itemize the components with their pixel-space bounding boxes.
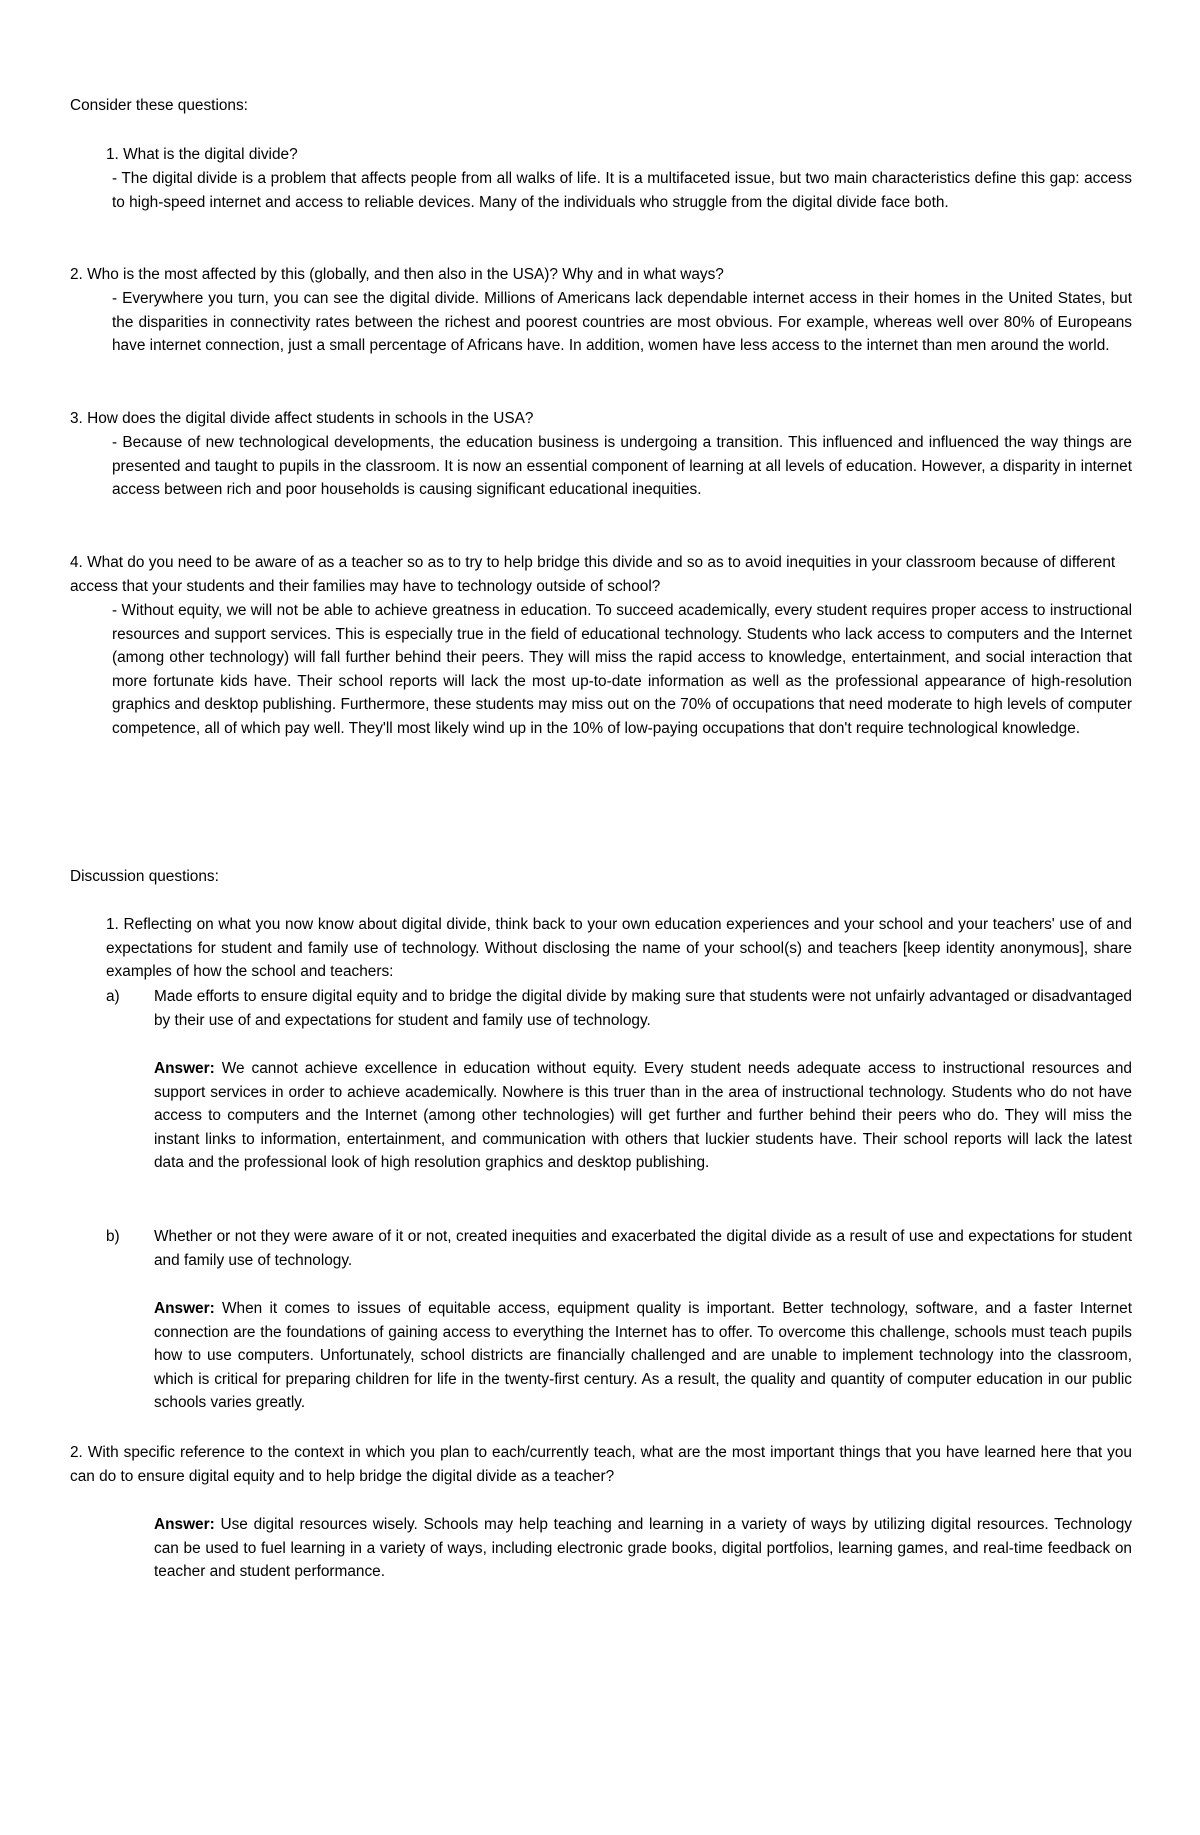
discussion-q2-answer [154, 1513, 1132, 1584]
discussion-q2-question: 2. With specific reference to the context in which you plan to each/currently teach, what are the most important things that you have learned here that you can do to ensure digital equity and to help bridge the digital divide as a teacher? [70, 1444, 1132, 1485]
consider-q3-question: 3. How does the digital divide affect students in schools in the USA? [70, 410, 534, 427]
answer-text: When it comes to issues of equitable access, equipment quality is important. Better technology, software, and a faster Internet connection are the foundations of gaining access to everything the Internet has to offer. To overcome this challenge, schools must teach pupils how to use computers. Unfortunately, school districts are financially challenged and are unable to implement technology into the classroom, which is critical for preparing children for life in the twenty-first century. As a result, the quality and quantity of computer education in our public schools varies greatly. [154, 1300, 1132, 1411]
discussion-q1-b-answer [154, 1297, 1132, 1415]
consider-q4-answer: - Without equity, we will not be able to achieve greatness in education. To succeed academically, every student requires proper access to instructional resources and support services. This is especially true in the field of educational technology. Students who lack access to computers and the Internet (among other technology) will fall further behind their peers. They will miss the rapid access to knowledge, entertainment, and social interaction that more fortunate kids have. Their school reports will lack the most up-to-date information as well as the professional appearance of high-resolution graphics and desktop publishing. Furthermore, these students may miss out on the 70% of occupations that need moderate to high levels of computer competence, all of which pay well. They'll most likely wind up in the 10% of low-paying occupations that don't require technological knowledge. [112, 602, 1132, 737]
answer-text: We cannot achieve excellence in education without equity. Every student needs adequate access to instructional resources and support services in order to achieve academically. Nowhere is this truer than in the area of instructional technology. Students who do not have access to computers and the Internet (among other technologies) will get further and further behind their peers who do. They will miss the instant links to information, entertainment, and communication with others that luckier students have. Their school reports will lack the latest data and the professional look of high resolution graphics and desktop publishing. [154, 1060, 1132, 1171]
consider-q4-question: 4. What do you need to be aware of as a teacher so as to try to help bridge this divide and so as to avoid inequities in your classroom because of different access that your students and their families may have to technology outside of school? [70, 554, 1116, 595]
consider-q2-question: 2. Who is the most affected by this (globally, and then also in the USA)? Why and in what ways? [70, 266, 724, 283]
consider-q2-answer: - Everywhere you turn, you can see the digital divide. Millions of Americans lack dependable internet access in their homes in the United States, but the disparities in connectivity rates between the richest and poorest countries are most obvious. For example, whereas well over 80% of Europeans have internet connection, just a small percentage of Africans have. In addition, women have less access to the internet than men around the world. [112, 290, 1132, 354]
discussion-q1-b-text: Whether or not they were aware of it or not, created inequities and exacerbated the digital divide as a result of use and expectations for student and family use of technology. [154, 1228, 1132, 1269]
consider-q1-question: 1. What is the digital divide? [106, 146, 298, 163]
discussion-q1-a-label: a) [106, 988, 120, 1005]
answer-text: Use digital resources wisely. Schools may help teaching and learning in a variety of ways by utilizing digital resources. Technology can be used to fuel learning in a variety of ways, including electronic grade books, digital portfolios, learning games, and real-time feedback on teacher and student performance. [154, 1516, 1132, 1580]
answer-label: Answer: [154, 1300, 215, 1317]
consider-heading: Consider these questions: [70, 97, 248, 114]
discussion-q1-a-text: Made efforts to ensure digital equity and to bridge the digital divide by making sure that students were not unfairly advantaged or disadvantaged by their use of and expectations for student and family use of technology. [154, 988, 1132, 1029]
consider-q3-answer: - Because of new technological developments, the education business is undergoing a transition. This influenced and influenced the way things are presented and taught to pupils in the classroom. It is now an essential component of learning at all levels of education. However, a disparity in internet access between rich and poor households is causing significant educational inequities. [112, 434, 1132, 498]
discussion-q1-question: 1. Reflecting on what you now know about digital divide, think back to your own education experiences and your school and your teachers' use of and expectations for student and family use of technology. Without disclosing the name of your school(s) and teachers [keep identity anonymous], share examples of how the school and teachers: [106, 916, 1132, 980]
discussion-q1-a-answer [154, 1057, 1132, 1175]
discussion-q1-b-label: b) [106, 1228, 120, 1245]
answer-label: Answer: [154, 1060, 215, 1077]
answer-label: Answer: [154, 1516, 215, 1533]
consider-q1-answer: - The digital divide is a problem that affects people from all walks of life. It is a multifaceted issue, but two main characteristics define this gap: access to high-speed internet and access to reliable devices. Many of the individuals who struggle from the digital divide face both. [112, 170, 1132, 211]
discussion-heading: Discussion questions: [70, 868, 219, 885]
